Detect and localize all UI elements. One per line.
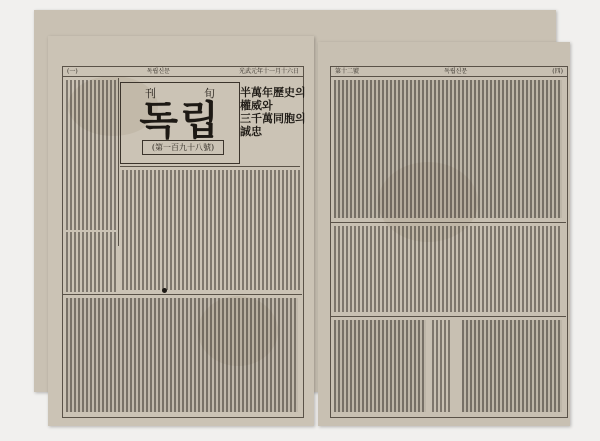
masthead-title: 독립 bbox=[139, 98, 221, 144]
right-page-lower-rule bbox=[330, 316, 566, 317]
left-article-body bbox=[122, 170, 300, 290]
right-page-lower-right-text bbox=[462, 320, 562, 412]
right-page-upper-text bbox=[334, 80, 562, 218]
headline-line-4: 誠忠 bbox=[240, 125, 262, 138]
left-header-right: 光武元年十一月十六日 bbox=[238, 68, 299, 75]
left-page-mid-rule bbox=[62, 294, 302, 295]
issue-number: (第一百九十八號) bbox=[142, 140, 224, 155]
ink-spot bbox=[162, 288, 167, 293]
headline-line-2: 權威와 bbox=[240, 99, 273, 112]
right-page-middle-text bbox=[334, 226, 562, 312]
right-header-right: (四) bbox=[552, 68, 563, 75]
left-page-header bbox=[63, 67, 303, 77]
masthead-bottom-rule bbox=[120, 166, 300, 167]
left-column-divider bbox=[118, 78, 119, 246]
masthead-small-right: 旬 bbox=[204, 87, 215, 100]
right-page-header bbox=[331, 67, 567, 77]
right-page-mid-rule bbox=[330, 222, 566, 223]
left-header-left: (一) bbox=[67, 68, 78, 75]
right-header-left: 第十二號 bbox=[335, 68, 360, 75]
right-page-notice bbox=[432, 320, 452, 412]
headline-line-1: 半萬年歷史의 bbox=[240, 86, 306, 99]
left-header-mid: 독립신문 bbox=[146, 68, 170, 75]
left-column-text-mid bbox=[66, 232, 116, 292]
masthead-small-left: 刊 bbox=[145, 87, 156, 100]
right-page-lower-left-text bbox=[334, 320, 426, 412]
left-column-text-top bbox=[66, 80, 116, 230]
right-header-mid: 독립신문 bbox=[444, 68, 468, 75]
headline-line-3: 三千萬同胞의 bbox=[240, 112, 306, 125]
left-page-lower-text bbox=[66, 298, 298, 412]
headline-block bbox=[240, 86, 306, 138]
